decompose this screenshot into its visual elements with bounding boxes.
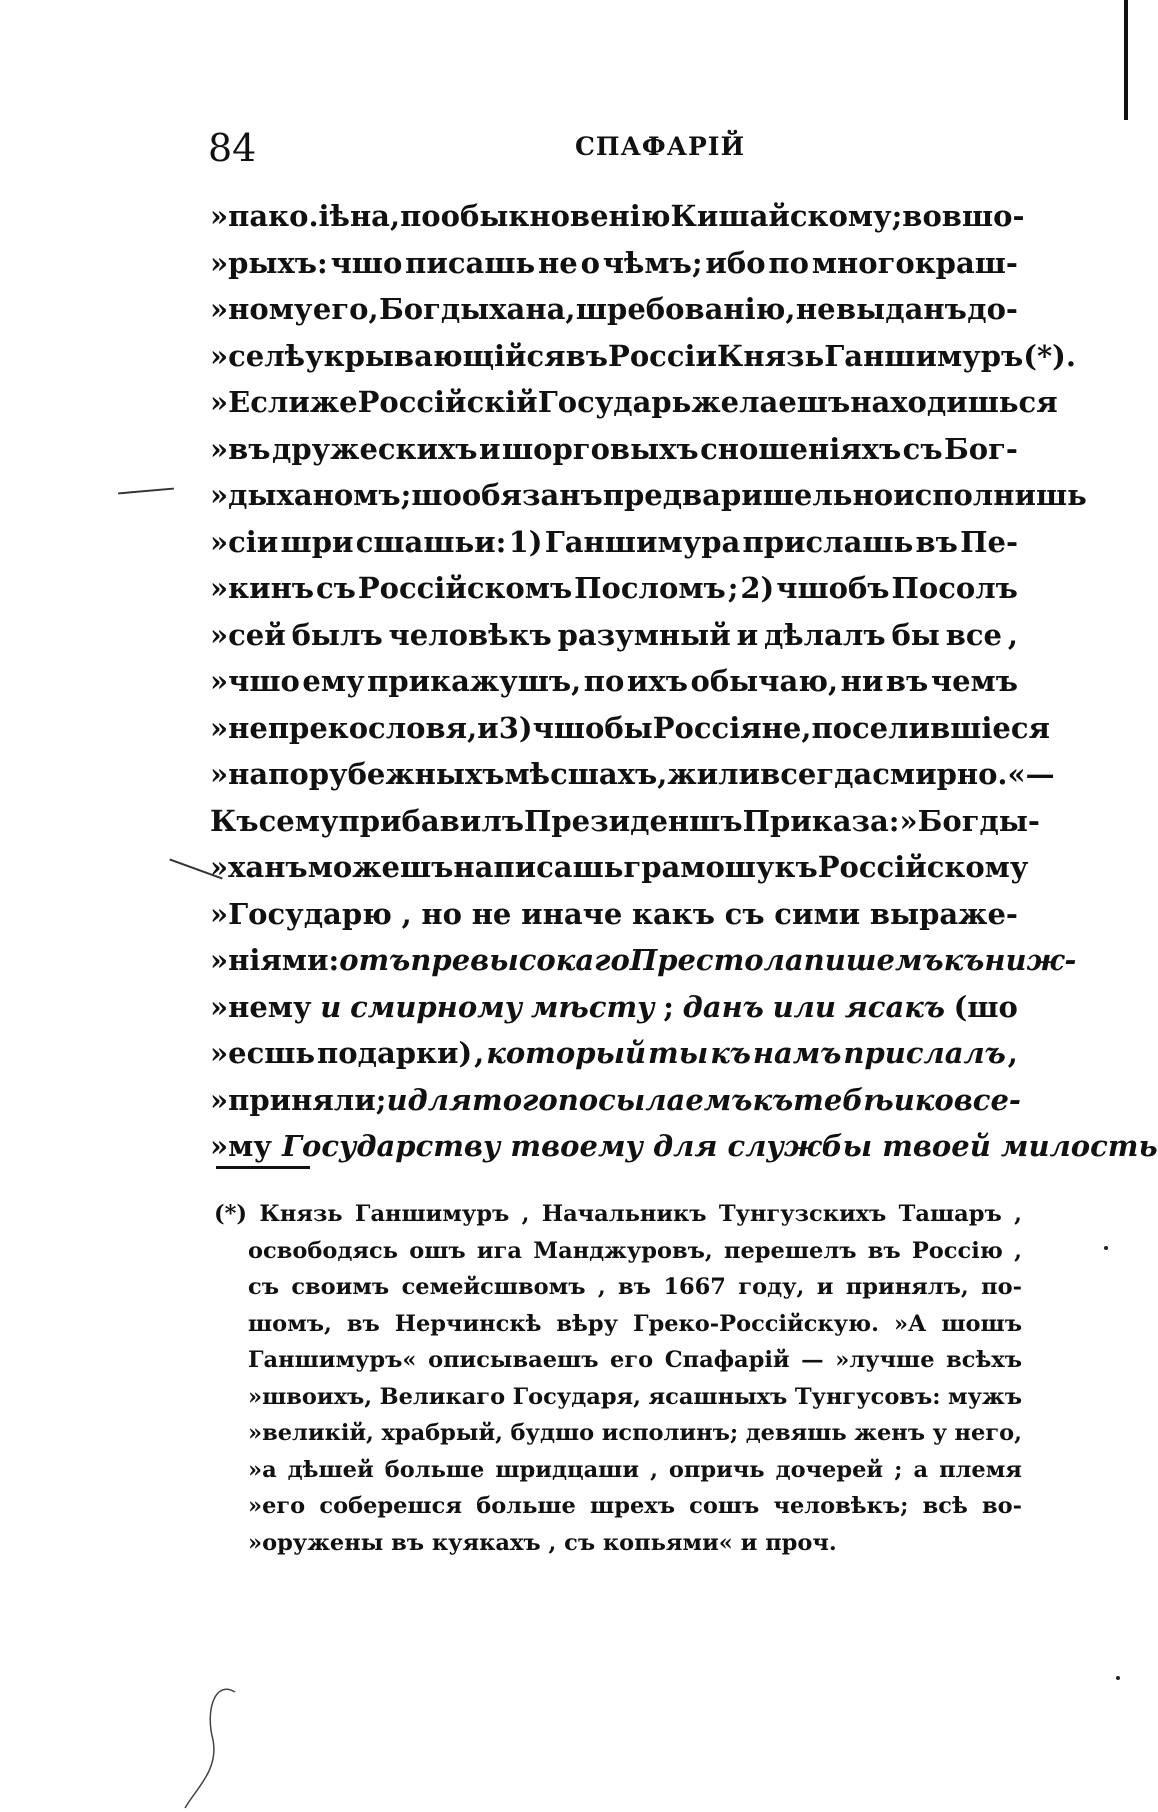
- text-line: »Государю , но не иначе какъ съ сими выраже-: [210, 896, 1018, 931]
- footnote-line: шомъ, въ Нерчинскѣ вѣру Греко-Россійскую. »А шошъ: [248, 1310, 1022, 1337]
- footnote-line: »великій, храбрый, будшо исполинъ; девяшь женъ у него,: [248, 1420, 1022, 1446]
- footnote-line: »а дѣшей больше шридцаши , опричь дочерей ; а племя: [248, 1456, 1022, 1483]
- page-speck: [1116, 1676, 1120, 1680]
- page-edge-mark: [1124, 0, 1128, 120]
- text-line: »въ дружескихъ и шорговыхъ сношеніяхъ съ Бог-: [210, 431, 1018, 466]
- pencil-scribble: [175, 1680, 265, 1812]
- page-speck: [1104, 1246, 1108, 1250]
- footnote-separator: [216, 1166, 310, 1169]
- text-line: »на порубежныхъ мѣсшахъ, жили всегда смирно.« —: [210, 757, 1055, 791]
- text-line: »кинъ съ Россійскомъ Посломъ ; 2) чшобъ Посолъ: [210, 571, 1018, 605]
- footnote-line: (*) Князь Ганшимуръ , Начальникъ Тунгузскихъ Ташаръ ,: [214, 1201, 1022, 1227]
- page-header: [208, 118, 1008, 178]
- page-number: 84: [208, 126, 257, 170]
- text-line: »му Государству твоему для службы твоей милость: [210, 1129, 1158, 1163]
- text-line: »сей былъ человѣкъ разумный и дѣлалъ бы все ,: [210, 617, 1018, 652]
- margin-pencil-mark: [118, 488, 174, 495]
- footnote-line: съ своимъ семейсшвомъ , въ 1667 году, и принялъ, по-: [248, 1274, 1022, 1300]
- text-line: »Если же Россійскій Государь желаешъ находишься: [210, 385, 1058, 419]
- footnote-line: »его соберешся больше шрехъ сошъ человѣкъ; всѣ во-: [248, 1493, 1022, 1519]
- footnote-line: Ганшимуръ« описываешъ его Спафарій — »лучше всѣхъ: [248, 1347, 1022, 1373]
- text-line: »дыханомъ; шо обязанъ предваришельно исполнишь: [210, 478, 1087, 512]
- text-line: »чшо ему прикажушъ, по ихъ обычаю, ни въ чемъ: [210, 664, 1018, 698]
- text-line: Къ сему прибавилъ Президеншъ Приказа: »Богды-: [210, 803, 1040, 838]
- footnote-line: »оружены въ куякахъ , съ копьями« и проч.: [248, 1529, 837, 1556]
- text-line: »есшь подарки) , который ты къ намъ прислалъ ,: [210, 1036, 1018, 1070]
- footnote-line: освободясь ошъ ига Манджуровъ, перешелъ въ Россію ,: [248, 1237, 1022, 1264]
- text-line: »па ко.іѣна , по обыкновенію Кишайскому ; вовшо-: [210, 199, 1025, 233]
- text-line: »рыхъ: чшо писашь не о чѣмъ; ибо по многокраш-: [210, 245, 1018, 280]
- text-line: »ніями : отъ превысокаго Престола пишемъ къ ниж-: [210, 943, 1077, 977]
- footnote-line: »швоихъ, Великаго Государя, ясашныхъ Тунгусовъ: мужъ: [248, 1383, 1022, 1410]
- text-line: »селѣ укрывающійся въ Россіи Князь Ганшимуръ (*).: [210, 338, 1076, 373]
- text-line: »сіи шри сшашьи: 1) Ганшимура прислашь въ Пе-: [210, 524, 1018, 559]
- text-line: »ному его, Богдыхана, шребованію, не выданъ до-: [210, 292, 1018, 326]
- footnote: [214, 1196, 1022, 1561]
- text-line: »нему и смирному мѣсту ; данъ или ясакъ (шо: [210, 989, 1018, 1024]
- text-line: »приняли; и для того посылаемъ къ тебѣ и ко все-: [210, 1082, 1021, 1117]
- text-line: »не прекословя, и 3) чшобы Россіяне, поселившіеся: [210, 710, 1050, 745]
- running-head: СПАФАРІЙ: [575, 132, 746, 161]
- main-text: [210, 193, 1158, 1170]
- text-line: »ханъ можешъ написашь грамошу къ Россійскому: [210, 850, 1029, 884]
